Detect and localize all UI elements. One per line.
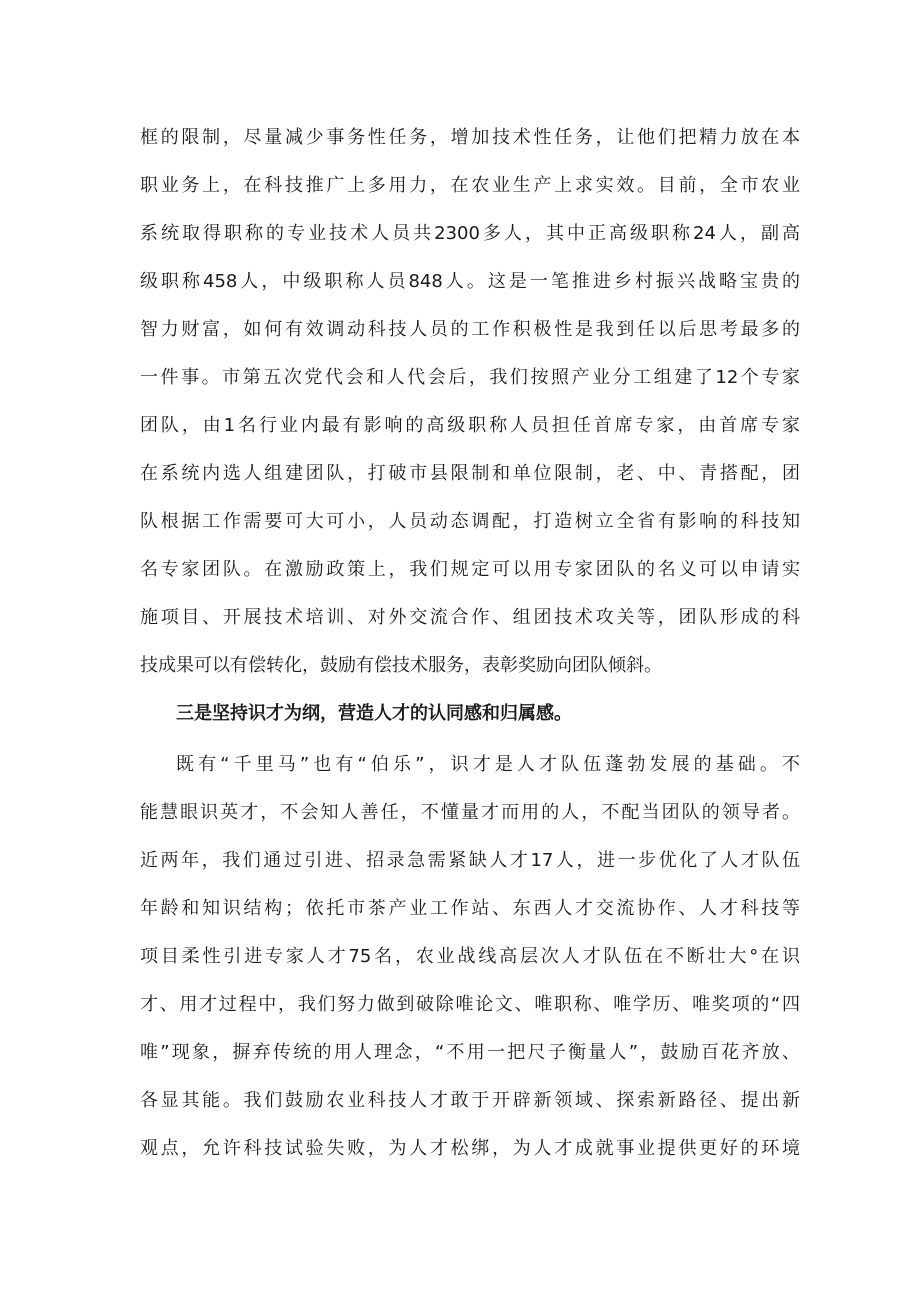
paragraph-1-line-1: 框的限制，尽量减少事务性任务，增加技术性任务，让他们把精力放在本 (140, 127, 800, 148)
paragraph-1-line-7: 团队，由1名行业内最有影响的高级职称人员担任首席专家，由首席专家 (140, 415, 800, 436)
paragraph-2-line-3: 近两年，我们通过引进、招录急需紧缺人才17人，进一步优化了人才队伍 (140, 850, 800, 871)
paragraph-1-line-5: 智力财富，如何有效调动科技人员的工作积极性是我到任以后思考最多的 (140, 319, 800, 340)
paragraph-2-line-9: 观点，允许科技试验失败，为人才松绑，为人才成就事业提供更好的环境 (140, 1138, 800, 1159)
paragraph-2-line-8: 各显其能。我们鼓励农业科技人才敢于开辟新领域、探索新路径、提出新 (140, 1090, 800, 1111)
paragraph-1-line-10: 名专家团队。在激励政策上，我们规定可以用专家团队的名义可以申请实 (140, 559, 800, 580)
paragraph-1-line-6: 一件事。市第五次党代会和人代会后，我们按照产业分工组建了12个专家 (140, 367, 800, 388)
paragraph-2-line-1: 既有“千里马”也有“伯乐”，识才是人才队伍蓬勃发展的基础。不 (176, 754, 800, 775)
paragraph-1-line-4: 级职称458人，中级职称人员848人。这是一笔推进乡村振兴战略宝贵的 (140, 271, 800, 292)
paragraph-1-line-3: 系统取得职称的专业技术人员共2300多人，其中正高级职称24人，副高 (140, 223, 800, 244)
paragraph-2-line-5: 项目柔性引进专家人才75名，农业战线高层次人才队伍在不断壮大°在识 (140, 946, 800, 967)
paragraph-2-line-4: 年龄和知识结构；依托市茶产业工作站、东西人才交流协作、人才科技等 (140, 898, 800, 919)
paragraph-1-line-11: 施项目、开展技术培训、对外交流合作、组团技术攻关等，团队形成的科 (140, 607, 800, 628)
paragraph-2-line-7: 唯”现象，摒弃传统的用人理念，“不用一把尺子衡量人”，鼓励百花齐放、 (140, 1042, 800, 1063)
paragraph-1-line-8: 在系统内选人组建团队，打破市县限制和单位限制，老、中、青搭配，团 (140, 463, 800, 484)
paragraph-2-line-2: 能慧眼识英才，不会知人善任，不懂量才而用的人，不配当团队的领导者。 (140, 802, 800, 823)
paragraph-1-line-2: 职业务上，在科技推广上多用力，在农业生产上求实效。目前，全市农业 (140, 175, 800, 196)
paragraph-1-line-9: 队根据工作需要可大可小，人员动态调配，打造树立全省有影响的科技知 (140, 511, 800, 532)
paragraph-2-line-6: 才、用才过程中，我们努力做到破除唯论文、唯职称、唯学历、唯奖项的“四 (140, 994, 800, 1015)
section-heading-3: 三是坚持识才为纲，营造人才的认同感和归属感。 (176, 703, 572, 724)
paragraph-1-line-12: 技成果可以有偿转化，鼓励有偿技术服务，表彰奖励向团队倾斜。 (140, 655, 662, 676)
